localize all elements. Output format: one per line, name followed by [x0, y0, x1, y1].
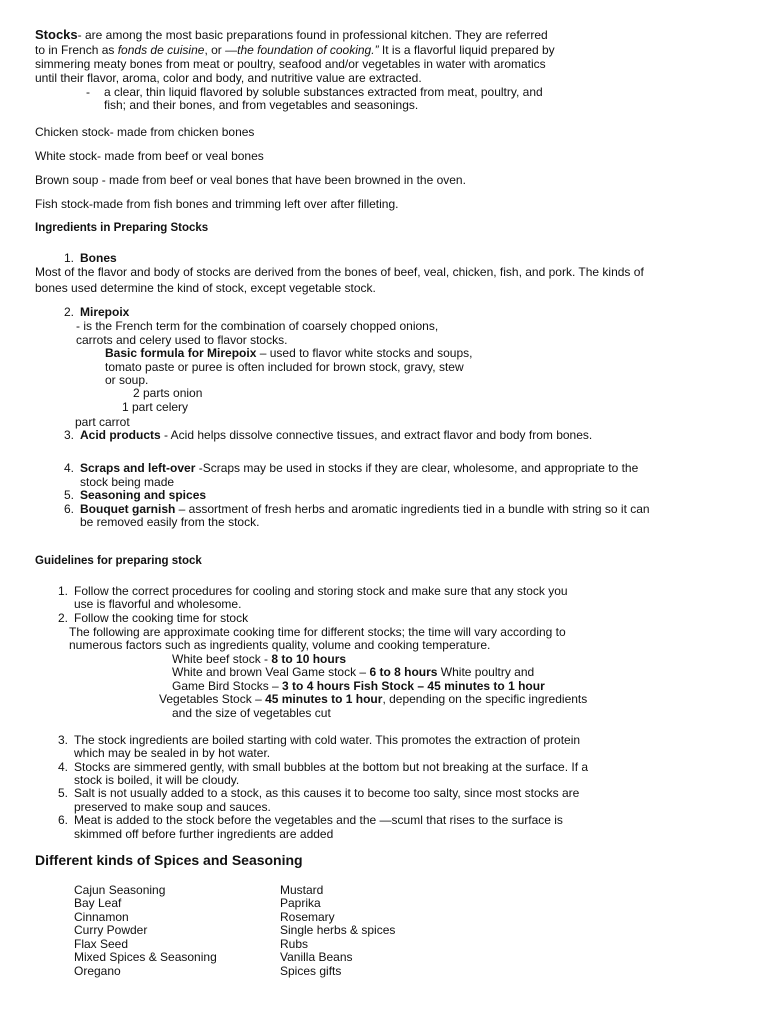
- mirepoix-ratio-celery: 1 part celery: [122, 400, 189, 414]
- guideline-2-line-3: numerous factors such as ingredients quality, volume and cooking temperature.: [69, 638, 491, 652]
- ingredient-number: 5.: [63, 488, 74, 502]
- mirepoix-line-1: - is the French term for the combination of coarsely chopped onions,: [76, 319, 439, 333]
- intro-bullet-dash: -: [86, 85, 90, 99]
- spice-right-7: Spices gifts: [280, 964, 342, 978]
- intro-line-3: simmering meaty bones from meat or poultry, seafood and/or vegetables in water with aromatics: [35, 57, 546, 71]
- spice-left-3: Cinnamon: [74, 910, 129, 924]
- stock-type-fish: Fish stock-made from fish bones and trimming left over after filleting.: [35, 197, 399, 211]
- intro-line-1-text: - are among the most basic preparations found in professional kitchen. They are referred: [77, 28, 548, 42]
- ingredient-number: 1.: [63, 251, 74, 265]
- guideline-6-line-2: skimmed off before further ingredients are added: [74, 827, 334, 841]
- intro-term: Stocks: [35, 27, 78, 42]
- guideline-1-line-2: use is flavorful and wholesome.: [74, 597, 242, 611]
- intro-bullet-line-2: fish; and their bones, and from vegetables and seasonings.: [104, 98, 419, 112]
- guideline-text: Salt is not usually added to a stock, as this causes it to become too salty, since most stocks are: [74, 786, 580, 800]
- guideline-number: 3.: [57, 733, 68, 747]
- guideline-5-line-2: preserved to make soup and sauces.: [74, 800, 271, 814]
- stock-type-brown: Brown soup - made from beef or veal bones that have been browned in the oven.: [35, 173, 466, 187]
- ingredient-description: – assortment of fresh herbs and aromatic ingredients tied in a bundle with string so it can: [175, 502, 650, 516]
- ingredient-acid: [56, 429, 592, 443]
- guideline-number: 6.: [57, 813, 68, 827]
- guideline-text: Follow the correct procedures for cooling and storing stock and make sure that any stock you: [74, 584, 568, 598]
- guideline-number: 1.: [57, 584, 68, 598]
- guideline-4-line-2: stock is boiled, it will be cloudy.: [74, 773, 240, 787]
- ingredient-title: Mirepoix: [80, 305, 130, 319]
- mirepoix-ratio-carrot: part carrot: [75, 415, 130, 429]
- ingredient-seasoning: [56, 489, 206, 503]
- spice-right-1: Mustard: [280, 883, 324, 897]
- ingredients-heading: Ingredients in Preparing Stocks: [35, 222, 209, 234]
- spice-right-3: Rosemary: [280, 910, 335, 924]
- cooking-time-value: 8 to 10 hours: [271, 652, 347, 666]
- cooking-time-label: White and brown Veal Game stock –: [172, 665, 370, 679]
- spice-left-5: Flax Seed: [74, 937, 129, 951]
- intro-line-2-post: It is a flavorful liquid prepared by: [378, 43, 555, 57]
- guideline-text: Meat is added to the stock before the vegetables and the —scuml that rises to the surface is: [74, 813, 563, 827]
- cooking-time-value: 6 to 8 hours: [369, 665, 438, 679]
- guideline-2: [50, 612, 248, 626]
- intro-bullet-line-1: a clear, thin liquid flavored by soluble substances extracted from meat, poultry, and: [104, 85, 543, 99]
- bones-line-1: Most of the flavor and body of stocks are derived from the bones of beef, veal, chicken, fish, and pork. The kinds of: [35, 265, 644, 279]
- guideline-text: Stocks are simmered gently, with small bubbles at the bottom but not breaking at the surface. If a: [74, 760, 589, 774]
- cooking-time-label: Game Bird Stocks –: [172, 679, 283, 693]
- mirepoix-formula-text: – used to flavor white stocks and soups,: [256, 346, 473, 360]
- ingredient-title: Bones: [80, 251, 117, 265]
- ingredient-title: Seasoning and spices: [80, 488, 207, 502]
- bouquet-line-2: be removed easily from the stock.: [80, 515, 260, 529]
- guideline-number: 4.: [57, 760, 68, 774]
- guideline-text: The stock ingredients are boiled starting with cold water. This promotes the extraction of protein: [74, 733, 581, 747]
- cooking-time-label: Vegetables Stock –: [159, 692, 266, 706]
- mirepoix-line-2: carrots and celery used to flavor stocks.: [76, 333, 288, 347]
- cooking-time-note: and the size of vegetables cut: [172, 706, 331, 720]
- intro-italic-term: fonds de cuisine: [117, 43, 205, 57]
- guideline-text: Follow the cooking time for stock: [74, 611, 249, 625]
- ingredient-bones: [56, 252, 117, 266]
- guidelines-heading: Guidelines for preparing stock: [35, 555, 202, 567]
- guideline-6: [50, 814, 563, 828]
- ingredient-title: Acid products: [80, 428, 161, 442]
- intro-line-2: [35, 44, 555, 58]
- ingredient-number: 6.: [63, 502, 74, 516]
- spice-left-7: Oregano: [74, 964, 121, 978]
- ingredient-scraps: [56, 462, 638, 476]
- guideline-number: 2.: [57, 611, 68, 625]
- ingredient-number: 2.: [63, 305, 74, 319]
- cooking-time-value: 45 minutes to 1 hour: [265, 692, 383, 706]
- mirepoix-formula-title: Basic formula for Mirepoix: [105, 346, 257, 360]
- spice-left-1: Cajun Seasoning: [74, 883, 166, 897]
- bones-line-2: bones used determine the kind of stock, except vegetable stock.: [35, 281, 376, 295]
- guideline-2-line-2: The following are approximate cooking time for different stocks; the time will vary according to: [69, 625, 566, 639]
- ingredient-title: Scraps and left-over: [80, 461, 196, 475]
- ingredient-title: Bouquet garnish: [80, 502, 176, 516]
- ingredient-description: - Acid helps dissolve connective tissues, and extract flavor and body from bones.: [160, 428, 593, 442]
- intro-line-2-pre: to in French as: [35, 43, 118, 57]
- mirepoix-formula-line-3: or soup.: [105, 373, 149, 387]
- spice-right-2: Paprika: [280, 896, 321, 910]
- spice-right-5: Rubs: [280, 937, 309, 951]
- ingredient-mirepoix: [56, 306, 129, 320]
- cooking-time-label: White poultry and: [437, 665, 535, 679]
- cooking-time-value: 3 to 4 hours Fish Stock – 45 minutes to 1 hour: [282, 679, 545, 693]
- intro-line-4: until their flavor, aroma, color and body, and nutritive value are extracted.: [35, 71, 422, 85]
- spice-left-2: Bay Leaf: [74, 896, 122, 910]
- cooking-time-veal-game: [172, 666, 534, 680]
- spice-right-4: Single herbs & spices: [280, 923, 396, 937]
- ingredient-description: -Scraps may be used in stocks if they are clear, wholesome, and appropriate to the: [195, 461, 639, 475]
- guideline-3-line-2: which may be sealed in by hot water.: [74, 746, 271, 760]
- ingredient-number: 3.: [63, 428, 74, 442]
- guideline-5: [50, 787, 579, 801]
- guideline-number: 5.: [57, 786, 68, 800]
- cooking-time-vegetables: [159, 693, 587, 707]
- scraps-line-2: stock being made: [80, 475, 175, 489]
- mirepoix-formula: [105, 347, 473, 361]
- stock-type-white: White stock- made from beef or veal bones: [35, 149, 264, 163]
- mirepoix-ratio-onion: 2 parts onion: [133, 386, 203, 400]
- intro-line-1: [35, 28, 548, 43]
- spices-heading: Different kinds of Spices and Seasoning: [35, 852, 303, 868]
- spice-left-6: Mixed Spices & Seasoning: [74, 950, 217, 964]
- intro-line-2-mid: , or: [204, 43, 226, 57]
- cooking-time-label: White beef stock -: [172, 652, 272, 666]
- cooking-time-label: , depending on the specific ingredients: [382, 692, 588, 706]
- stock-type-chicken: Chicken stock- made from chicken bones: [35, 125, 255, 139]
- spice-left-4: Curry Powder: [74, 923, 148, 937]
- ingredient-number: 4.: [63, 461, 74, 475]
- spice-right-6: Vanilla Beans: [280, 950, 353, 964]
- mirepoix-formula-line-2: tomato paste or puree is often included for brown stock, gravy, stew: [105, 360, 464, 374]
- intro-italic-quote: —the foundation of cooking.”: [225, 43, 379, 57]
